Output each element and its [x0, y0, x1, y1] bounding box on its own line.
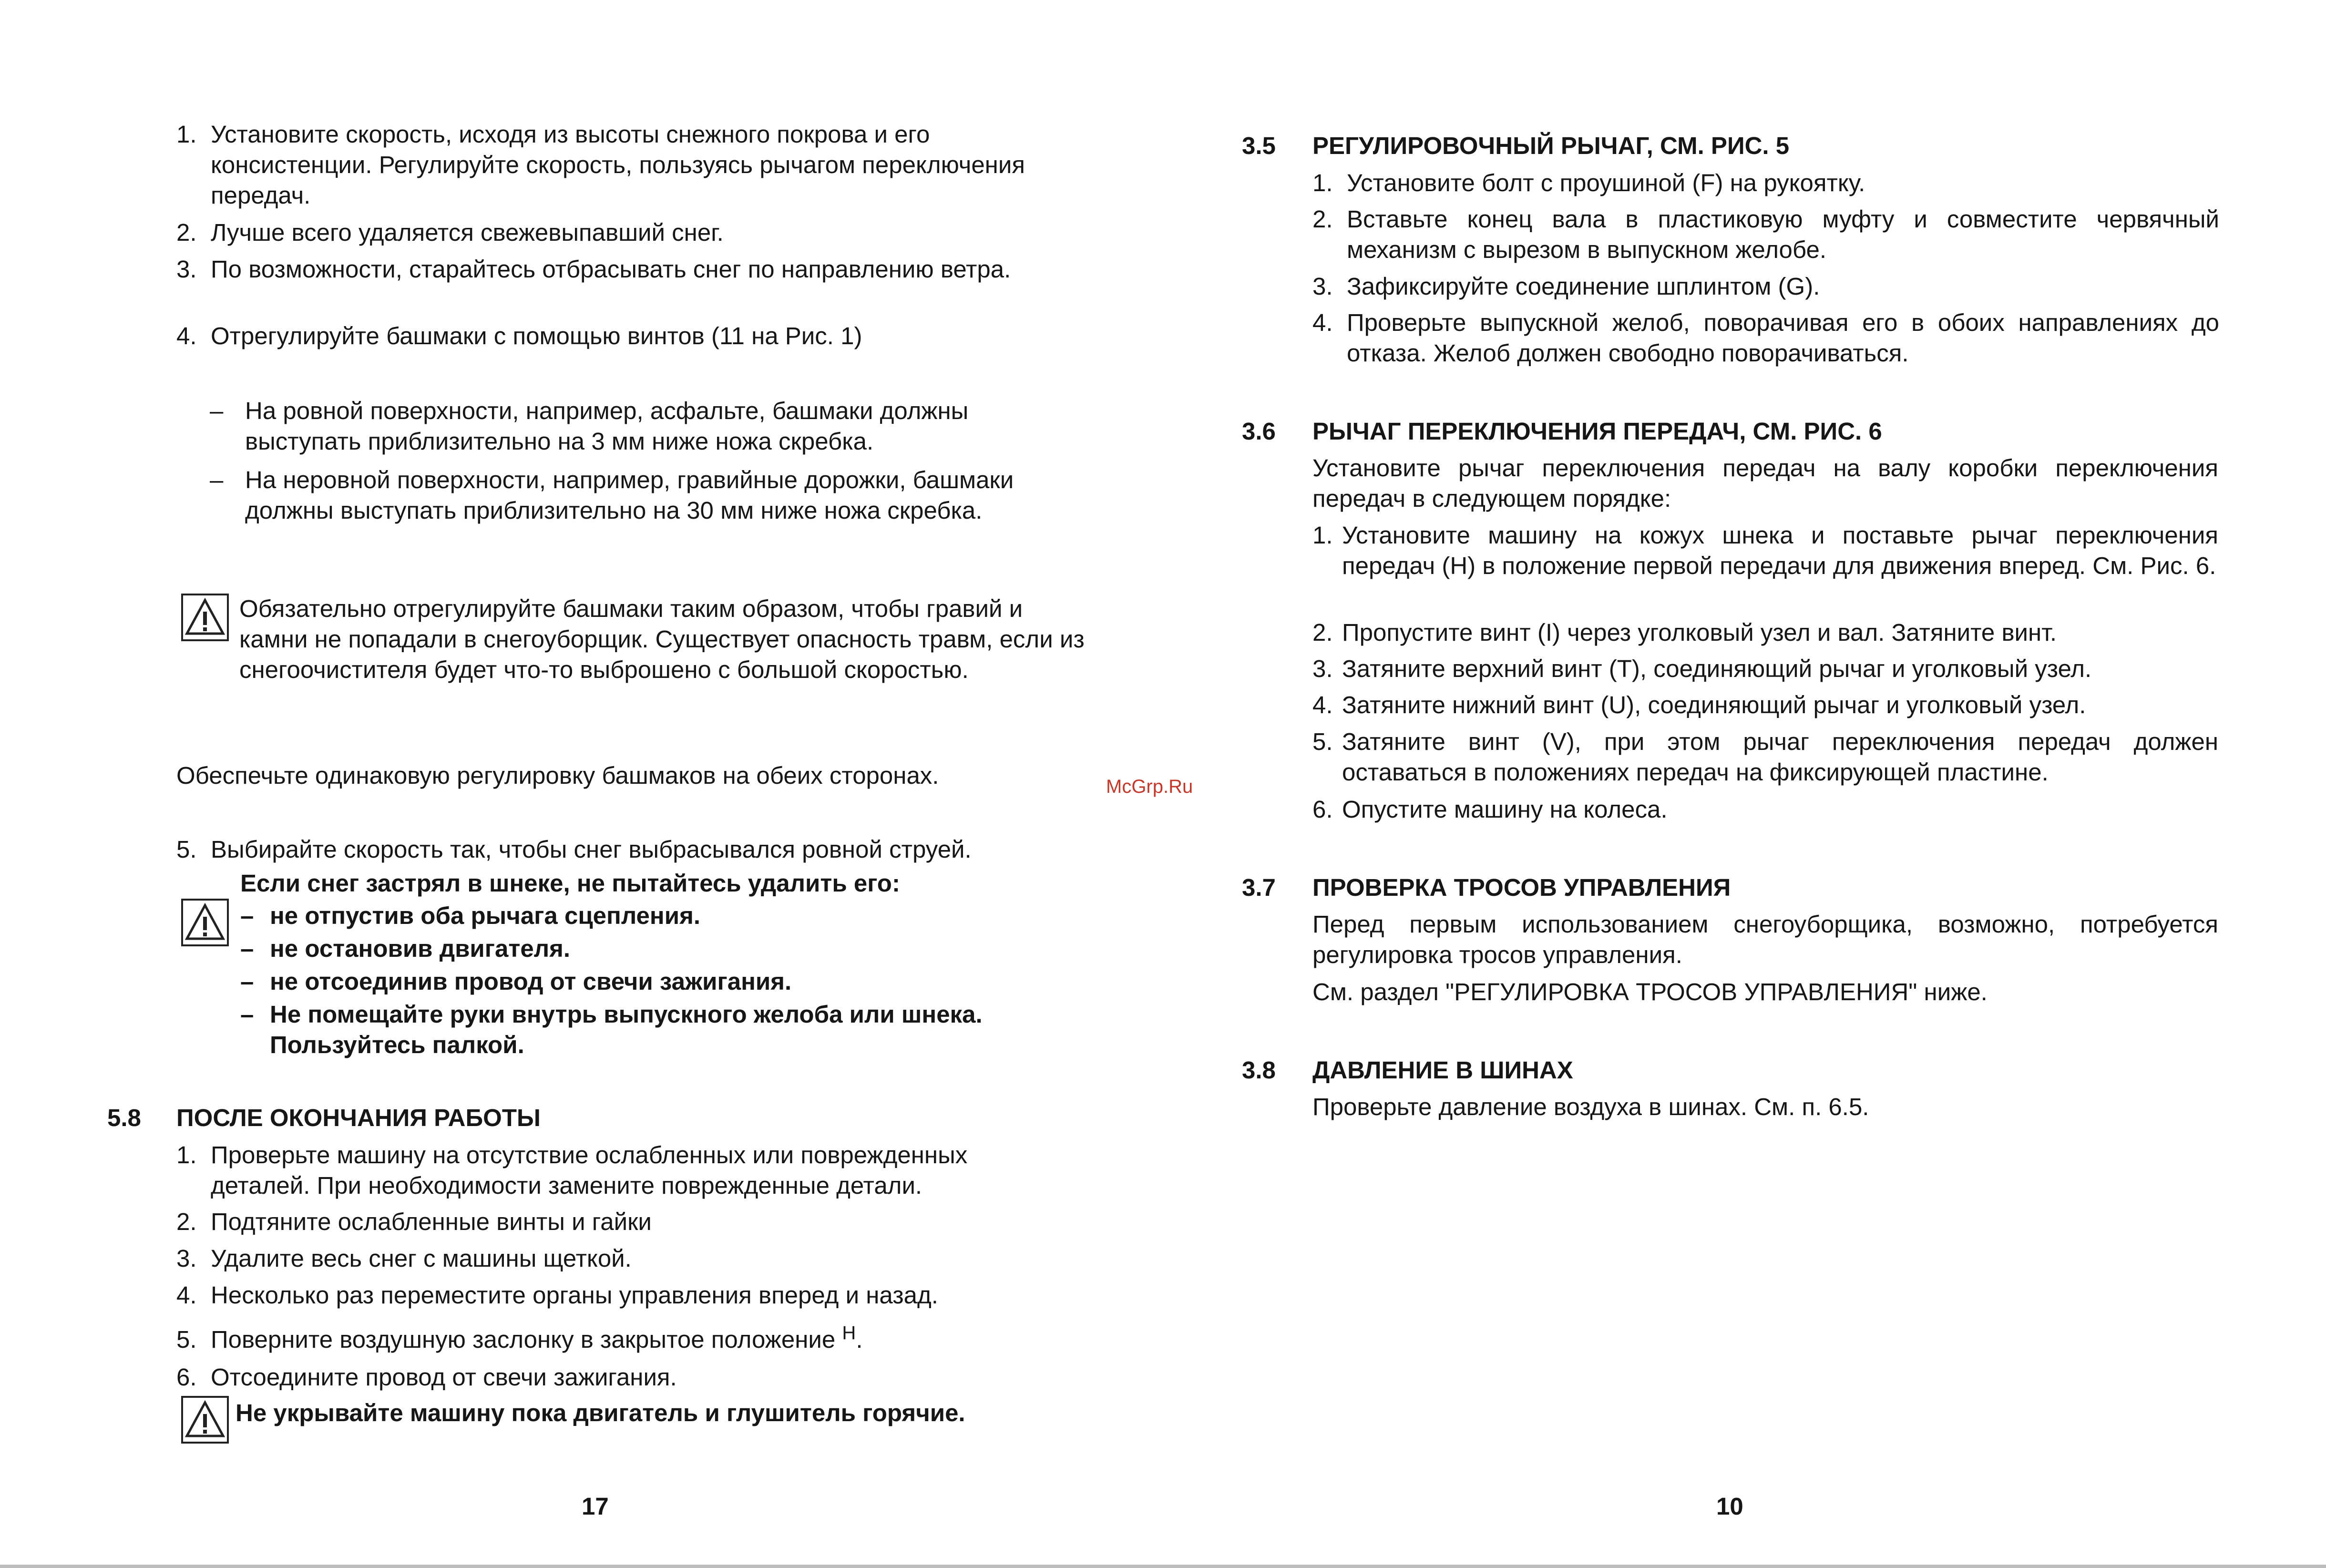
section-number: 3.5 [1242, 132, 1276, 159]
item-number: 5. [176, 1326, 197, 1353]
item-number: 4. [176, 322, 197, 349]
dash-text: На ровной поверхности, например, асфальте, башмаки должны выступать приблизительно на 3 мм ниже ножа скребка. [245, 397, 969, 455]
choke-symbol: H [842, 1322, 856, 1343]
warning-item-text: не отпустив оба рычага сцепления. [270, 902, 701, 929]
item-text: Зафиксируйте соединение шплинтом (G). [1347, 273, 1820, 300]
warning-triangle-icon [181, 1396, 229, 1444]
warning-item-text: Не помещайте руки внутрь выпускного желоба или шнека. Пользуйтесь палкой. [270, 1001, 983, 1058]
dash-text: На неровной поверхности, например, гравийные дорожки, башмаки должны выступать приблизительно на 30 мм ниже ножа скребка. [245, 466, 1014, 524]
item-text: По возможности, старайтесь отбрасывать снег по направлению ветра. [211, 256, 1011, 283]
item-number: 5. [1312, 728, 1333, 755]
item-text: Отрегулируйте башмаки с помощью винтов (11 на Рис. 1) [211, 322, 862, 349]
item-text: Установите болт с проушиной (F) на рукоятку. [1347, 169, 1865, 196]
item-number: 3. [1312, 655, 1333, 682]
item-number: 3. [176, 1245, 197, 1272]
section-number: 3.7 [1242, 874, 1276, 901]
item-text: Подтяните ослабленные винты и гайки [211, 1208, 652, 1235]
section-text: См. раздел "РЕГУЛИРОВКА ТРОСОВ УПРАВЛЕНИЯ" ниже. [1312, 978, 1988, 1005]
item-text: Установите машину на кожух шнека и поставьте рычаг переключения передач (H) в положение первой передачи для движения вперед. См. Рис. 6. [1342, 522, 2218, 579]
item-number: 4. [1312, 309, 1333, 336]
item-number: 2. [176, 1208, 197, 1235]
warning-item-text: не остановив двигателя. [270, 935, 571, 962]
section-number: 3.6 [1242, 418, 1276, 445]
page-number: 17 [582, 1493, 609, 1520]
item-text [211, 1324, 1059, 1355]
section-title: ДАВЛЕНИЕ В ШИНАХ [1312, 1056, 1573, 1084]
item-text: Пропустите винт (I) через уголковый узел и вал. Затяните винт. [1342, 619, 2057, 646]
item-number: 3. [1312, 273, 1333, 300]
item-text-main: Поверните воздушную заслонку в закрытое положение [211, 1326, 836, 1353]
item-text: Выбирайте скорость так, чтобы снег выбрасывался ровной струей. [211, 836, 972, 863]
dash-bullet: – [240, 1001, 254, 1028]
section-number: 3.8 [1242, 1056, 1276, 1084]
item-number: 1. [176, 1141, 197, 1168]
item-text: Затяните верхний винт (T), соединяющий рычаг и уголковый узел. [1342, 655, 2092, 682]
item-text: Затяните нижний винт (U), соединяющий рычаг и уголковый узел. [1342, 691, 2086, 718]
warning-text: Обязательно отрегулируйте башмаки таким образом, чтобы гравий и камни не попадали в снегоуборщик. Существует опасность травм, если из снегоочистителя будет что-то выброшено с большой скоростью. [239, 595, 1085, 683]
section-intro: Установите рычаг переключения передач на валу коробки переключения передач в следующем порядке: [1312, 454, 2218, 512]
item-number: 3. [176, 256, 197, 283]
section-text: Проверьте давление воздуха в шинах. См. п. 6.5. [1312, 1093, 1869, 1120]
dash-bullet: – [240, 902, 254, 929]
item-text: Затяните винт (V), при этом рычаг переключения передач должен оставаться в положениях передач на фиксирующей пластине. [1342, 728, 2218, 786]
item-number: 1. [1312, 522, 1333, 549]
item-text: Проверьте выпускной желоб, поворачивая его в обоих направлениях до отказа. Желоб должен свободно поворачиваться. [1347, 309, 2219, 367]
item-number: 5. [176, 836, 197, 863]
section-text: Перед первым использованием снегоуборщика, возможно, потребуется регулировка тросов управления. [1312, 911, 2218, 968]
item-number: 2. [1312, 205, 1333, 233]
dash-bullet: – [240, 935, 254, 962]
dash-bullet: – [240, 968, 254, 995]
item-number: 6. [1312, 796, 1333, 823]
item-text: Несколько раз переместите органы управления вперед и назад. [211, 1281, 938, 1309]
item-text: Лучше всего удаляется свежевыпавший снег. [211, 219, 724, 246]
section-title: РЫЧАГ ПЕРЕКЛЮЧЕНИЯ ПЕРЕДАЧ, СМ. РИС. 6 [1312, 418, 1882, 445]
dash-bullet: – [210, 397, 224, 424]
item-number: 2. [1312, 619, 1333, 646]
item-number: 4. [1312, 691, 1333, 718]
item-text: Отсоедините провод от свечи зажигания. [211, 1363, 677, 1391]
warning-title: Если снег застрял в шнеке, не пытайтесь удалить его: [240, 870, 900, 897]
item-text-end: . [856, 1326, 863, 1353]
warning-text: Не укрывайте машину пока двигатель и глушитель горячие. [236, 1399, 965, 1426]
item-number: 1. [176, 121, 197, 148]
item-text: Опустите машину на колеса. [1342, 796, 1668, 823]
watermark: McGrp.Ru [1106, 776, 1193, 797]
bottom-divider [0, 1565, 2326, 1568]
item-number: 2. [176, 219, 197, 246]
item-text: Вставьте конец вала в пластиковую муфту и совместите червячный механизм с вырезом в выпускном желобе. [1347, 205, 2219, 263]
section-title: ПОСЛЕ ОКОНЧАНИЯ РАБОТЫ [176, 1104, 541, 1131]
note-text: Обеспечьте одинаковую регулировку башмаков на обеих сторонах. [176, 762, 939, 789]
item-number: 1. [1312, 169, 1333, 196]
item-number: 4. [176, 1281, 197, 1309]
item-text: Удалите весь снег с машины щеткой. [211, 1245, 632, 1272]
item-text: Проверьте машину на отсутствие ослабленных или поврежденных деталей. При необходимости замените поврежденные детали. [211, 1141, 968, 1199]
warning-item-text: не отсоединив провод от свечи зажигания. [270, 968, 792, 995]
dash-bullet: – [210, 466, 224, 493]
warning-triangle-icon [181, 594, 229, 641]
warning-triangle-icon [181, 899, 229, 946]
item-number: 6. [176, 1363, 197, 1391]
item-text: Установите скорость, исходя из высоты снежного покрова и его консистенции. Регулируйте скорость, пользуясь рычагом переключения передач. [211, 121, 1025, 209]
section-title: РЕГУЛИРОВОЧНЫЙ РЫЧАГ, СМ. РИС. 5 [1312, 132, 1790, 159]
page-number: 10 [1716, 1493, 1743, 1520]
section-number: 5.8 [107, 1104, 141, 1131]
section-title: ПРОВЕРКА ТРОСОВ УПРАВЛЕНИЯ [1312, 874, 1731, 901]
